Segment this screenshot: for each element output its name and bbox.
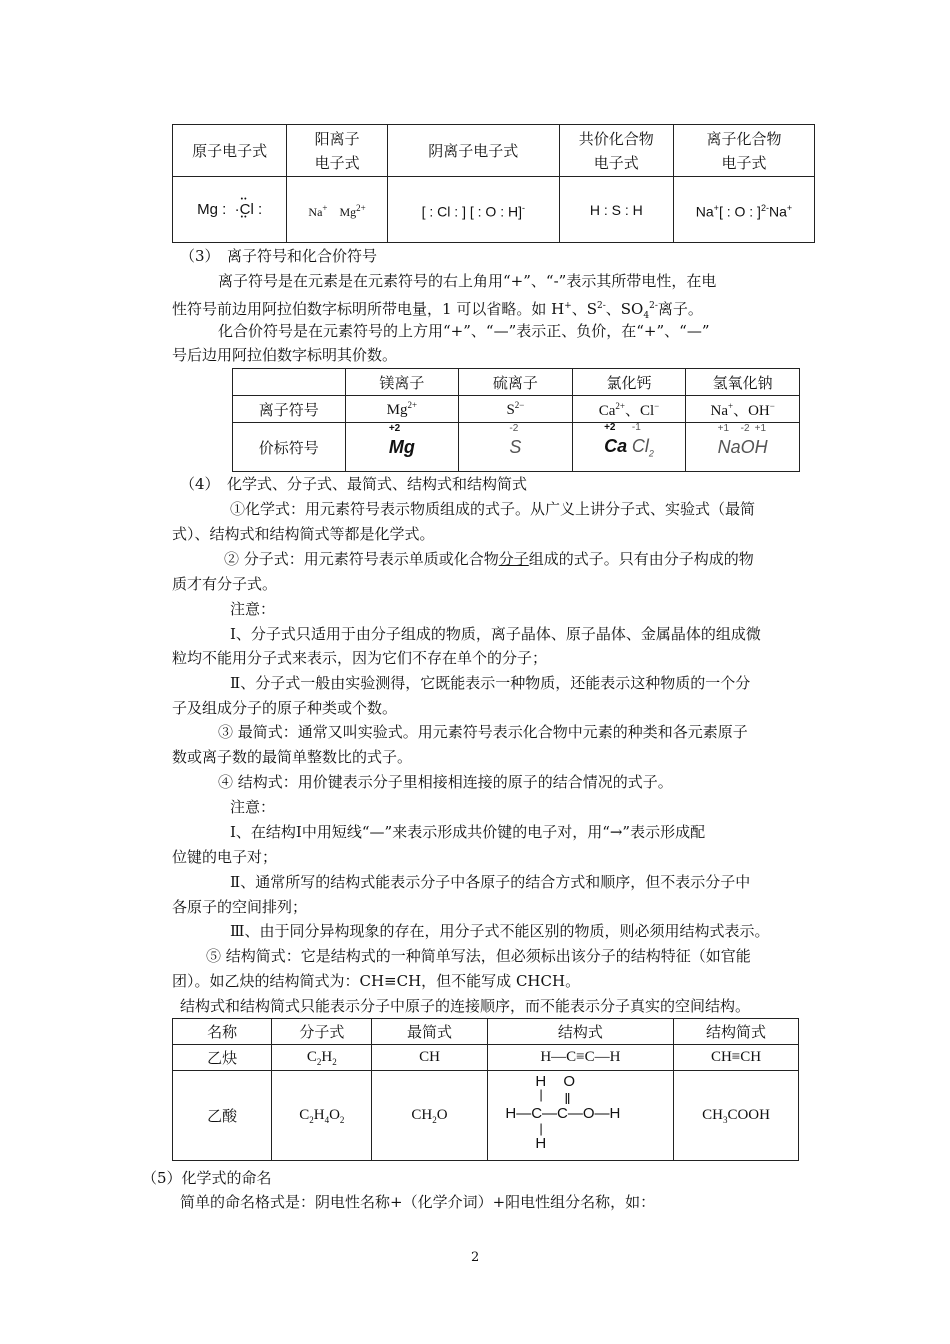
cell-ionic: Na+[ : O : ]$^{2-}$Na+ xyxy=(673,177,814,243)
header-mg: 镁离子 xyxy=(345,369,459,396)
row-label-valence: 价标符号 xyxy=(233,423,346,472)
paragraph-line: 位键的电子对； xyxy=(172,848,278,866)
row-label-ion: 离子符号 xyxy=(233,396,346,423)
cell-mg-valence: +2 Mg xyxy=(345,423,459,472)
header-blank xyxy=(233,369,346,396)
header-molecular: 分子式 xyxy=(272,1019,372,1045)
cell-acetic-simplest: $CH_2O$ xyxy=(372,1071,487,1161)
paragraph-line: ③ 最简式：通常又叫实验式。用元素符号表示化合物中元素的种类和各元素原子 xyxy=(218,723,748,741)
cell-ethyne-condensed: CH≡CH xyxy=(674,1045,799,1071)
cell-cacl2-valence: +2 Ca -1 $Cl_2$ xyxy=(572,423,686,472)
cell-naoh-valence: +1 Na -2 O +1 H xyxy=(686,423,800,472)
paragraph-line: Ⅱ、通常所写的结构式能表示分子中各原子的结合方式和顺序，但不表示分子中 xyxy=(230,873,751,891)
paragraph-line: ④ 结构式：用价键表示分子里相接相连接的原子的结合情况的式子。 xyxy=(218,773,673,791)
header-naoh: 氢氧化钠 xyxy=(686,369,800,396)
cell-acetic-condensed: $CH_3COOH$ xyxy=(674,1071,799,1161)
paragraph-line: 离子符号是在元素是在元素符号的右上角用“+”、“-”表示其所带电性，在电 xyxy=(218,272,717,290)
paragraph-line: 子及组成分子的原子种类或个数。 xyxy=(172,699,398,717)
cell-mg-ion: $Mg^{2+}$ xyxy=(345,396,459,423)
paragraph-line: 简单的命名格式是：阴电性名称+（化学介词）+阳电性组分名称，如： xyxy=(180,1193,656,1211)
paragraph-line: Ⅰ、分子式只适用于由分子组成的物质，离子晶体、原子晶体、金属晶体的组成微 xyxy=(230,625,761,643)
formula-table xyxy=(172,1018,799,1161)
header-cation: 阳离子 电子式 xyxy=(287,125,388,177)
cell-ethyne-molecular: $C_2H_2$ xyxy=(272,1045,372,1071)
paragraph-line: Ⅲ、由于同分异构现象的存在，用分子式不能区别的物质，则必须用结构式表示。 xyxy=(230,922,770,940)
cell-ethyne-structural: H—C≡C—H xyxy=(487,1045,673,1071)
paragraph-line: Ⅰ、在结构Ⅰ中用短线“—”来表示形成共价键的电子对，用“→”表示形成配 xyxy=(230,823,706,841)
electron-formula-table xyxy=(172,124,815,243)
page-number: 2 xyxy=(471,1250,480,1265)
paragraph-line: 性符号前边用阿拉伯数字标明所带电量，1 可以省略。如 H+、$S^{2-}$、$SO_4^{2-}$离子。 xyxy=(172,300,703,321)
cell-acetic-molecular: $C_2H_4O_2$ xyxy=(272,1071,372,1161)
header-simplest: 最简式 xyxy=(372,1019,487,1045)
paragraph-line: Ⅱ、分子式一般由实验测得，它既能表示一种物质，还能表示这种物质的一个分 xyxy=(230,674,751,692)
paragraph-line: 式）、结构式和结构简式等都是化学式。 xyxy=(172,525,435,543)
header-ionic: 离子化合物 电子式 xyxy=(673,125,814,177)
cell-anion: [ : Cl : ] [ : O : H]- xyxy=(387,177,559,243)
cell-acetic-structural xyxy=(487,1071,673,1161)
cell-s-valence: -2 S xyxy=(459,423,573,472)
header-condensed: 结构简式 xyxy=(674,1019,799,1045)
cell-acetic-name: 乙酸 xyxy=(173,1071,272,1161)
paragraph-line: ①化学式：用元素符号表示物质组成的式子。从广义上讲分子式、实验式（最简 xyxy=(230,500,756,518)
header-s: 硫离子 xyxy=(459,369,573,396)
section-4-title: （4） 化学式、分子式、最简式、结构式和结构简式 xyxy=(180,475,528,493)
paragraph-line: ⑤ 结构简式：它是结构式的一种简单写法，但必须标出该分子的结构特征（如官能 xyxy=(206,947,751,965)
paragraph-line: 数或离子数的最简单整数比的式子。 xyxy=(172,748,413,766)
cell-cation: Na+ $Mg^{2+}$ xyxy=(287,177,388,243)
paragraph-line: ② 分子式：用元素符号表示单质或化合物分子组成的式子。只有由分子构成的物 xyxy=(224,550,754,568)
header-structural: 结构式 xyxy=(487,1019,673,1045)
paragraph-line: 粒均不能用分子式来表示，因为它们不存在单个的分子； xyxy=(172,649,548,667)
cell-atom: Mg : ·•• Cl •• : xyxy=(173,177,287,243)
paragraph-line: 各原子的空间排列； xyxy=(172,898,308,916)
acetic-structure: H | O ‖ H—C—C—O—H | H xyxy=(505,1072,621,1152)
paragraph-line: 号后边用阿拉伯数字标明其价数。 xyxy=(172,346,398,364)
paragraph-line: 团）。如乙炔的结构简式为：CH≡CH，但不能写成 CHCH。 xyxy=(172,972,581,990)
cell-naoh-ion: Na+、OH− xyxy=(686,396,800,423)
paragraph-line: 化合价符号是在元素符号的上方用“+”、“—”表示正、负价，在“+”、“—” xyxy=(218,322,710,340)
header-cacl2: 氯化钙 xyxy=(572,369,686,396)
header-atom: 原子电子式 xyxy=(173,125,287,177)
header-covalent: 共价化合物 电子式 xyxy=(559,125,673,177)
section-3-title: （3） 离子符号和化合价符号 xyxy=(180,247,378,265)
note-label: 注意： xyxy=(230,798,276,816)
cell-ethyne-name: 乙炔 xyxy=(173,1045,272,1071)
paragraph-line: 质才有分子式。 xyxy=(172,575,278,593)
note-label: 注意： xyxy=(230,600,276,618)
cell-covalent: H : S : H xyxy=(559,177,673,243)
ion-symbol-table xyxy=(232,368,800,472)
section-5-title: （5）化学式的命名 xyxy=(142,1169,272,1187)
paragraph-line: 结构式和结构简式只能表示分子中原子的连接顺序，而不能表示分子真实的空间结构。 xyxy=(180,997,751,1015)
cell-ethyne-simplest: CH xyxy=(372,1045,487,1071)
cell-cacl2-ion: $Ca^{2+}$、Cl− xyxy=(572,396,686,423)
header-anion: 阴离子电子式 xyxy=(387,125,559,177)
cell-s-ion: $S^{2-}$ xyxy=(459,396,573,423)
header-name: 名称 xyxy=(173,1019,272,1045)
